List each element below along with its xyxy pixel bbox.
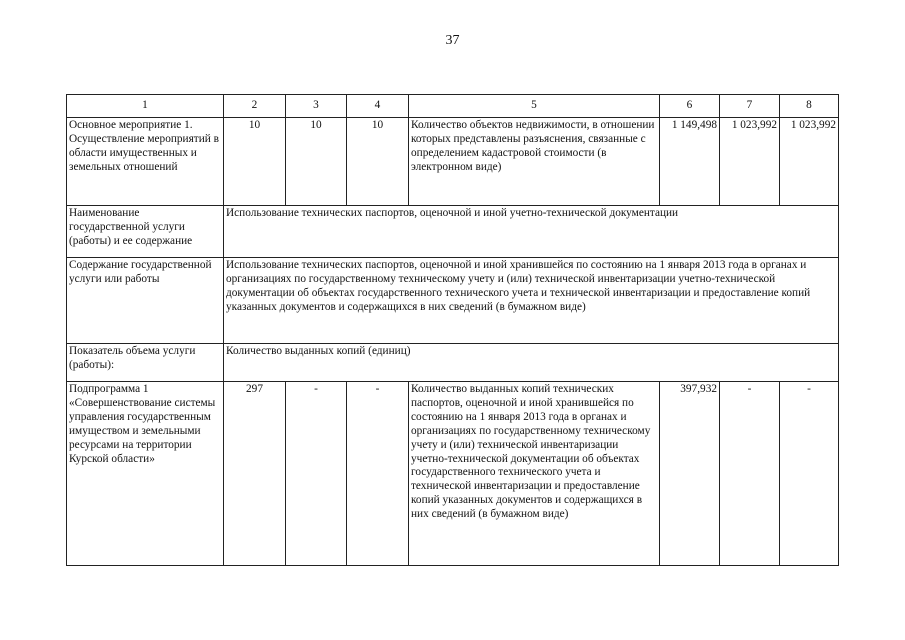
- header-cell-2: 2: [224, 95, 286, 118]
- header-cell-5: 5: [409, 95, 660, 118]
- service-name-value: Использование технических паспортов, оценочной и иной учетно-технической документации: [224, 206, 839, 258]
- subprogram-indicator: Количество выданных копий технических паспортов, оценочной и иной хранившейся по состоянию на 1 января 2013 года в органах и организациях по государственному техническому учету и (или) технической инвентаризации учетно-технической документации об объектах государственного технического учета и технической инвентаризации и предоставление копий указанных документов и содержащихся в них сведений (в бумажном виде): [409, 382, 660, 566]
- subprogram-name: Подпрограмма 1 «Совершенствование системы управления государственным имуществом и земельными ресурсами на территории Курской области»: [67, 382, 224, 566]
- header-cell-3: 3: [286, 95, 347, 118]
- main-activity-col3: 10: [286, 118, 347, 206]
- subprogram-col3: -: [286, 382, 347, 566]
- main-activity-col7: 1 023,992: [720, 118, 780, 206]
- header-cell-8: 8: [780, 95, 839, 118]
- table-row-main-activity: [67, 118, 839, 206]
- table-header-row: [67, 95, 839, 118]
- service-content-value: Использование технических паспортов, оценочной и иной хранившейся по состоянию на 1 января 2013 года в органах и организациях по государственному техническому учету и (или) технической инвентаризации учетно-технической документации об объектах государственного технического учета и технической инвентаризации и предоставление копий указанных документов и содержащихся в них сведений (в бумажном виде): [224, 258, 839, 344]
- header-cell-6: 6: [660, 95, 720, 118]
- main-activity-col6: 1 149,498: [660, 118, 720, 206]
- subprogram-col7: -: [720, 382, 780, 566]
- table-row-subprogram: [67, 382, 839, 566]
- main-activity-indicator: Количество объектов недвижимости, в отношении которых представлены разъяснения, связанные с определением кадастровой стоимости (в электронном виде): [409, 118, 660, 206]
- subprogram-col8: -: [780, 382, 839, 566]
- volume-indicator-value: Количество выданных копий (единиц): [224, 344, 839, 382]
- main-activity-col8: 1 023,992: [780, 118, 839, 206]
- service-name-label: Наименование государственной услуги (работы) и ее содержание: [67, 206, 224, 258]
- subprogram-col4: -: [347, 382, 409, 566]
- subprogram-col2: 297: [224, 382, 286, 566]
- main-activity-name: Основное мероприятие 1. Осуществление мероприятий в области имущественных и земельных отношений: [67, 118, 224, 206]
- service-content-label: Содержание государственной услуги или работы: [67, 258, 224, 344]
- header-cell-1: 1: [67, 95, 224, 118]
- header-cell-4: 4: [347, 95, 409, 118]
- main-activity-col2: 10: [224, 118, 286, 206]
- table-row-service-content: [67, 258, 839, 344]
- volume-indicator-label: Показатель объема услуги (работы):: [67, 344, 224, 382]
- subprogram-col6: 397,932: [660, 382, 720, 566]
- document-table: [66, 94, 839, 566]
- table-row-service-name: [67, 206, 839, 258]
- main-activity-col4: 10: [347, 118, 409, 206]
- table-row-volume-indicator: [67, 344, 839, 382]
- page-number: 37: [445, 33, 460, 48]
- header-cell-7: 7: [720, 95, 780, 118]
